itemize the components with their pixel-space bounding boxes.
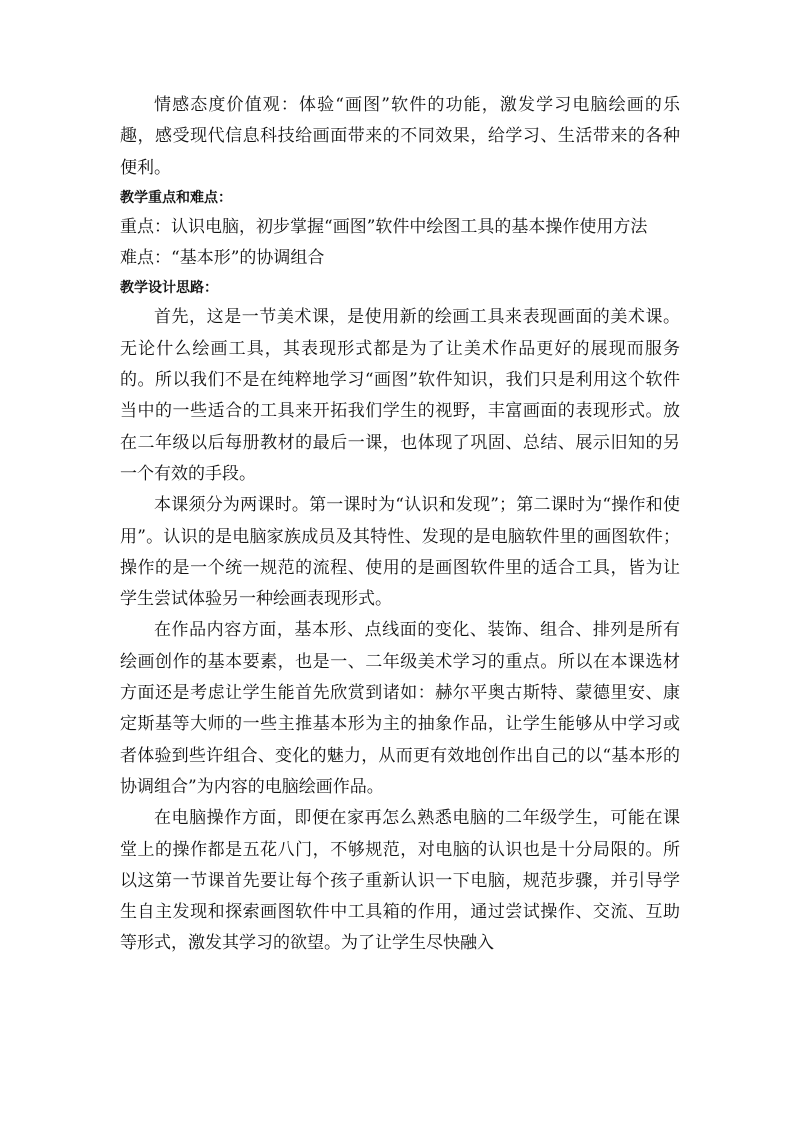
- text-key-point: 认识电脑，初步掌握“画图”软件中绘图工具的基本操作使用方法: [171, 216, 648, 237]
- label-key-point: 重点：: [120, 216, 171, 237]
- paragraph-content: 在作品内容方面，基本形、点线面的变化、装饰、组合、排列是所有绘画创作的基本要素，也是一、二年级美术学习的重点。所以在本课选材方面还是考虑让学生能首先欣赏到诸如：赫尔平奥古斯特、蒙德里安、康定斯基等大师的一些主推基本形为主的抽象作品，让学生能够从中学习或者体验到些许组合、变化的魅力，从而更有效地创作出自己的以“基本形的协调组合”为内容的电脑绘画作品。: [120, 620, 680, 797]
- paragraph-operation: 在电脑操作方面，即便在家再怎么熟悉电脑的二年级学生，可能在课堂上的操作都是五花八门，不够规范，对电脑的认识也是十分局限的。所以这第一节课首先要让每个孩子重新认识一下电脑，规范步骤，并引导学生自主发现和探索画图软件中工具箱的作用，通过尝试操作、交流、互助等形式，激发其学习的欲望。为了让学生尽快融入: [120, 808, 680, 954]
- text-difficulty: “基本形”的协调组合: [171, 248, 325, 269]
- paragraph-lessons: 本课须分为两课时。第一课时为“认识和发现”；第二课时为“操作和使用”。认识的是电脑家族成员及其特性、发现的是电脑软件里的画图软件；操作的是一个统一规范的流程、使用的是画图软件里的适合工具，皆为让学生尝试体验另一种绘画表现形式。: [120, 495, 680, 610]
- paragraph-first: 首先，这是一节美术课，是使用新的绘画工具来表现画面的美术课。无论什么绘画工具，其表现形式都是为了让美术作品更好的展现而服务的。所以我们不是在纯粹地学习“画图”软件知识，我们只是利用这个软件当中的一些适合的工具来开拓我们学生的视野，丰富画面的表现形式。放在二年级以后每册教材的最后一课，也体现了巩固、总结、展示旧知的另一个有效的手段。: [120, 307, 680, 484]
- heading-key-points: 教学重点和难点：: [120, 189, 232, 206]
- heading-design-ideas: 教学设计思路：: [120, 280, 218, 297]
- label-difficulty: 难点：: [120, 248, 171, 269]
- item-key-point: [120, 212, 680, 243]
- item-difficulty: [120, 243, 680, 274]
- paragraph-attitude: 情感态度价值观：体验“画图”软件的功能，激发学习电脑绘画的乐趣，感受现代信息科技给画面带来的不同效果，给学习、生活带来的各种便利。: [120, 95, 680, 178]
- document-page: [120, 90, 680, 960]
